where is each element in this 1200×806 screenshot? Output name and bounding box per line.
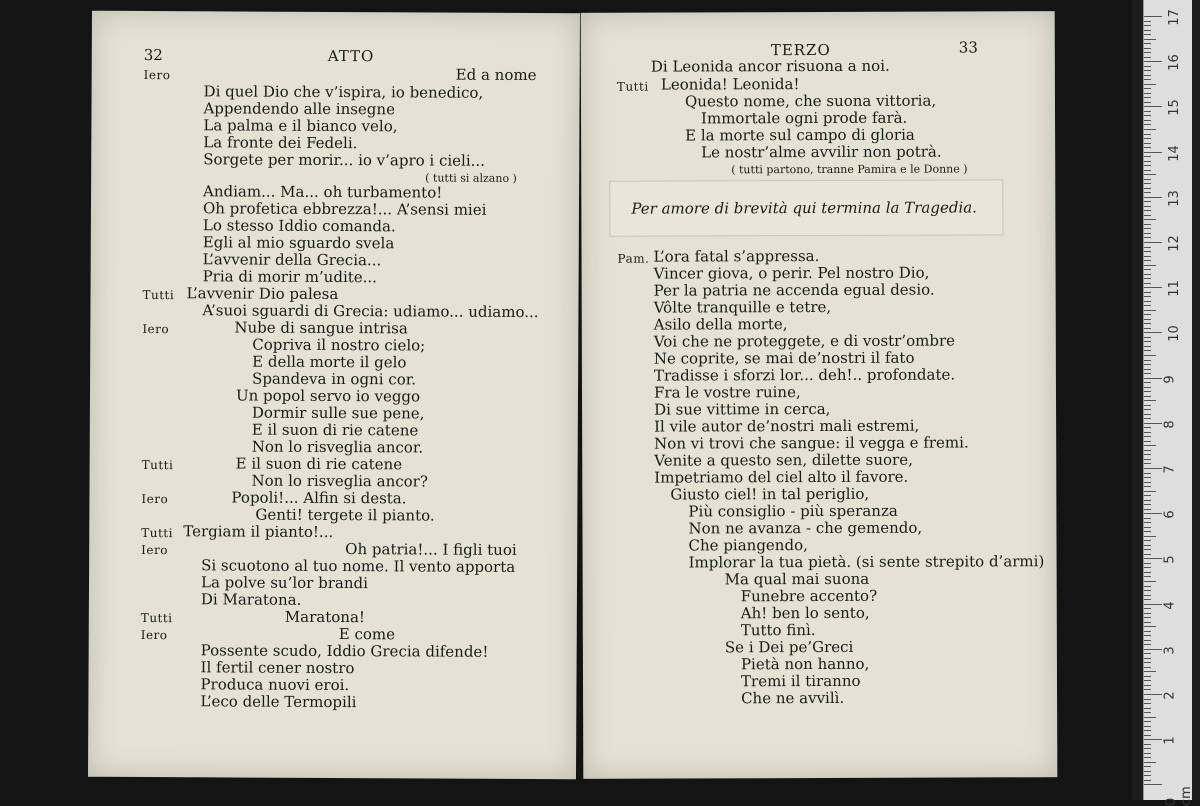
ruler-mm-tick — [1144, 427, 1151, 428]
ruler-cm-tick — [1144, 378, 1162, 379]
verse-line: Il fertil cener nostro — [200, 658, 355, 678]
ruler-mm-tick — [1144, 382, 1151, 383]
ruler-cm-tick — [1144, 468, 1162, 469]
ruler-mm-tick — [1144, 350, 1151, 351]
ruler-mm-tick — [1144, 161, 1151, 162]
verse-line: Funebre accento? — [740, 586, 878, 606]
ruler-label: 4 — [1162, 600, 1178, 610]
ruler-mm-tick — [1144, 296, 1151, 297]
ruler-mm-tick — [1144, 360, 1151, 361]
ruler-mm-tick — [1144, 459, 1151, 460]
ruler-label: 8 — [1162, 420, 1178, 429]
verse-line: L’avvenir della Grecia... — [202, 250, 382, 270]
verse-line: Tutto finì. — [740, 621, 816, 640]
ruler-mm-tick — [1144, 396, 1151, 397]
ruler-cm-tick — [1144, 423, 1162, 424]
ruler-mm-tick — [1144, 405, 1151, 406]
verse-line: Tergiam il pianto!... — [183, 522, 334, 541]
ruler-mm-tick — [1144, 418, 1151, 419]
ruler-mm-tick — [1144, 43, 1151, 44]
ruler-mm-tick — [1144, 473, 1151, 474]
verse-line: Asilo della morte, — [653, 315, 788, 334]
ruler-mm-tick — [1144, 269, 1151, 270]
ruler-mm-tick — [1144, 188, 1151, 189]
ruler-mm-tick — [1144, 364, 1151, 365]
ruler-mm-tick — [1144, 581, 1156, 582]
ruler-mm-tick — [1144, 450, 1151, 451]
speaker-label: Iero — [141, 491, 169, 507]
ruler-mm-tick — [1144, 251, 1151, 252]
verse-line: Impetriamo del ciel alto il favore. — [654, 467, 909, 487]
ruler-cm-tick — [1144, 242, 1162, 243]
verse-line: A’suoi sguardi di Grecia: udiamo... udiamo... — [202, 301, 539, 322]
ruler-mm-tick — [1144, 699, 1151, 700]
ruler-mm-tick — [1144, 744, 1151, 745]
verse-line: Copriva il nostro cielo; — [252, 335, 426, 355]
ruler-cm-tick — [1144, 739, 1162, 740]
verse-line: Ah! ben lo sento, — [740, 603, 870, 623]
ruler-mm-tick — [1144, 477, 1151, 478]
verse-line: Questo nome, che suona vittoria, — [684, 91, 937, 111]
ruler-mm-tick — [1144, 192, 1151, 193]
ruler-label: 14 — [1166, 144, 1182, 162]
ruler-mm-tick — [1144, 563, 1151, 564]
verse-line: E come — [338, 625, 396, 644]
ruler-label: 5 — [1162, 555, 1178, 565]
ruler-mm-tick — [1144, 314, 1151, 315]
verse-line: Giusto ciel! in tal periglio, — [670, 484, 870, 504]
verse-line: Se i Dei pe’Greci — [724, 637, 854, 657]
ruler-mm-tick — [1144, 165, 1151, 166]
running-header: TERZO — [770, 40, 831, 60]
verse-line: Pria di morir m’udite... — [202, 267, 378, 287]
ruler-mm-tick — [1144, 549, 1151, 550]
ruler-cm-tick — [1144, 287, 1162, 288]
page-number: 33 — [958, 38, 978, 57]
ruler-label: 12 — [1166, 235, 1182, 252]
ruler-mm-tick — [1144, 256, 1151, 257]
verse-line: Dormir sulle sue pene, — [251, 403, 425, 423]
speaker-label: Iero — [142, 321, 170, 337]
speaker-label: Tutti — [141, 457, 174, 473]
speaker-label: Iero — [140, 627, 168, 643]
ruler-mm-tick — [1144, 545, 1151, 546]
verse-line: Di sue vittime in cerca, — [654, 399, 831, 419]
ruler-mm-tick — [1144, 717, 1156, 718]
verse-line: La polve su’lor brandi — [200, 573, 368, 593]
verse-line: Egli al mio sguardo svela — [202, 233, 395, 253]
ruler-cm-tick — [1144, 16, 1162, 17]
verse-line: Popoli!... Alfin si desta. — [231, 488, 407, 508]
ruler-cm-tick — [1144, 649, 1162, 650]
ruler-mm-tick — [1144, 536, 1156, 537]
ruler-mm-tick — [1144, 671, 1156, 672]
verse-line: Ma qual mai suona — [724, 569, 870, 589]
ruler-mm-tick — [1144, 757, 1151, 758]
ruler-label: 6 — [1162, 510, 1178, 519]
stage-direction: ( tutti si alzano ) — [425, 171, 517, 185]
verse-line: Oh profetica ebbrezza!... A’sensi miei — [202, 199, 487, 219]
ruler-mm-tick — [1144, 52, 1151, 53]
verse-line: Leonida! Leonida! — [660, 75, 800, 94]
verse-line: Fra le vostre ruine, — [653, 383, 801, 402]
ruler-cm-tick — [1144, 106, 1162, 107]
ruler-mm-tick — [1144, 21, 1151, 22]
ruler-mm-tick — [1144, 486, 1151, 487]
ruler-label: 13 — [1166, 190, 1182, 207]
ruler-mm-tick — [1144, 34, 1151, 35]
ruler-mm-tick — [1144, 495, 1151, 496]
ruler-label: 9 — [1162, 374, 1178, 384]
ruler-mm-tick — [1144, 278, 1151, 279]
ruler-mm-tick — [1144, 70, 1151, 71]
ruler-mm-tick — [1144, 441, 1151, 442]
ruler-mm-tick — [1144, 170, 1151, 171]
measurement-ruler — [1143, 0, 1194, 806]
verse-line: Maratona! — [284, 607, 365, 627]
ruler-mm-tick — [1144, 319, 1151, 320]
ruler-mm-tick — [1144, 572, 1151, 573]
ruler-mm-tick — [1144, 328, 1151, 329]
verse-line: Il vile autor de’nostri mali estremi, — [654, 416, 920, 436]
ruler-mm-tick — [1144, 292, 1151, 293]
ruler-mm-tick — [1144, 608, 1151, 609]
ruler-mm-tick — [1144, 504, 1151, 505]
ruler-mm-tick — [1144, 482, 1151, 483]
ruler-mm-tick — [1144, 237, 1151, 238]
ruler-mm-tick — [1144, 391, 1151, 392]
verse-line: Ed a nome — [455, 65, 537, 85]
ruler-mm-tick — [1144, 576, 1151, 577]
ruler-cm-tick — [1144, 604, 1162, 605]
ruler-cm-tick — [1144, 784, 1162, 785]
speaker-label: Pam. — [617, 251, 650, 266]
verse-line: Nube di sangue intrisa — [234, 318, 408, 338]
verse-line: E la morte sul campo di gloria — [685, 125, 915, 145]
verse-line: Implorar la tua pietà. (si sente strepito d’armi) — [688, 552, 1045, 572]
verse-line: Che piangendo, — [688, 536, 808, 555]
ruler-mm-tick — [1144, 210, 1151, 211]
ruler-mm-tick — [1144, 726, 1151, 727]
ruler-label: 16 — [1166, 54, 1182, 71]
ruler-mm-tick — [1144, 554, 1151, 555]
verse-line: Di quel Dio che v’ispira, io benedico, — [203, 82, 484, 102]
verse-line: Un popol servo io veggo — [235, 386, 421, 406]
right-page — [581, 11, 1058, 779]
ruler-mm-tick — [1144, 39, 1156, 40]
verse-line: Non lo risveglia ancor. — [251, 437, 424, 457]
ruler-cm-tick — [1144, 558, 1162, 559]
ruler-mm-tick — [1144, 79, 1151, 80]
ruler-mm-tick — [1144, 147, 1151, 148]
ruler-mm-tick — [1144, 174, 1156, 175]
verse-line: Possente scudo, Iddio Grecia difende! — [200, 641, 489, 661]
ruler-cm-tick — [1144, 61, 1162, 62]
ruler-mm-tick — [1144, 111, 1151, 112]
verse-line: Non vi trovi che sangue: il vegga e fremi. — [654, 433, 969, 453]
verse-line: E il suon di rie catene — [251, 420, 419, 440]
speaker-label: Tutti — [616, 79, 649, 94]
ruler-mm-tick — [1144, 617, 1151, 618]
ruler-mm-tick — [1144, 626, 1156, 627]
ruler-mm-tick — [1144, 735, 1151, 736]
ruler-mm-tick — [1144, 341, 1151, 342]
verse-line: Venite a questo sen, dilette suore, — [654, 450, 913, 470]
ruler-mm-tick — [1144, 436, 1151, 437]
ruler-mm-tick — [1144, 522, 1151, 523]
verse-line: Che ne avvilì. — [741, 688, 845, 708]
ruler-mm-tick — [1144, 491, 1156, 492]
ruler-mm-tick — [1144, 93, 1151, 94]
verse-line: E il suon di rie catene — [235, 454, 403, 474]
ruler-mm-tick — [1144, 260, 1151, 261]
ruler-mm-tick — [1144, 640, 1151, 641]
ruler-mm-tick — [1144, 373, 1151, 374]
ruler-mm-tick — [1144, 595, 1151, 596]
ruler-cm-tick — [1144, 197, 1162, 198]
ruler-mm-tick — [1144, 179, 1151, 180]
ruler-mm-tick — [1144, 762, 1156, 763]
ruler-mm-tick — [1144, 129, 1156, 130]
ruler-mm-tick — [1144, 590, 1151, 591]
ruler-mm-tick — [1144, 500, 1151, 501]
ruler-mm-tick — [1144, 509, 1151, 510]
ruler-mm-tick — [1144, 97, 1151, 98]
speaker-label: Tutti — [140, 610, 173, 626]
ruler-mm-tick — [1144, 635, 1151, 636]
speaker-label: Tutti — [141, 525, 174, 541]
ruler-mm-tick — [1144, 387, 1151, 388]
verse-line: Non ne avanza - che gemendo, — [688, 518, 923, 538]
verse-line: Andiam... Ma... oh turbamento! — [203, 182, 443, 202]
ruler-mm-tick — [1144, 518, 1151, 519]
ruler-mm-tick — [1144, 265, 1156, 266]
ruler-cm-tick — [1144, 332, 1162, 333]
ruler-mm-tick — [1144, 301, 1151, 302]
verse-line: La palma e il bianco velo, — [203, 116, 398, 136]
ruler-mm-tick — [1144, 66, 1151, 67]
verse-line: Vôlte tranquille e tetre, — [653, 297, 832, 317]
ruler-mm-tick — [1144, 283, 1151, 284]
verse-line: Per la patria ne accenda egual desio. — [653, 280, 935, 300]
stage-direction: ( tutti partono, tranne Pamira e le Donne ) — [731, 162, 968, 177]
ruler-mm-tick — [1144, 680, 1151, 681]
ruler-mm-tick — [1144, 454, 1151, 455]
ruler-mm-tick — [1144, 215, 1151, 216]
running-header: ATTO — [327, 46, 375, 66]
ruler-label: 17 — [1166, 9, 1182, 26]
ruler-label: 2 — [1162, 691, 1178, 700]
verse-line: Produca nuovi eroi. — [200, 675, 350, 695]
ruler-mm-tick — [1144, 445, 1156, 446]
ruler-mm-tick — [1144, 748, 1151, 749]
ruler-label: 3 — [1162, 646, 1178, 655]
speaker-label: Tutti — [142, 287, 175, 303]
ruler-label: 15 — [1166, 99, 1182, 117]
ruler-cm-tick — [1144, 694, 1162, 695]
ruler-mm-tick — [1144, 138, 1151, 139]
ruler-label: 10 — [1166, 325, 1182, 343]
ruler-mm-tick — [1144, 409, 1151, 410]
abridgement-note: Per amore di brevità qui termina la Tragedia. — [631, 198, 977, 218]
ruler-mm-tick — [1144, 667, 1151, 668]
ruler-mm-tick — [1144, 721, 1151, 722]
verse-line: L’avvenir Dio palesa — [186, 284, 339, 304]
ruler-mm-tick — [1144, 25, 1151, 26]
verse-line: Più consiglio - più speranza — [688, 501, 898, 521]
ruler-mm-tick — [1144, 201, 1151, 202]
ruler-mm-tick — [1144, 400, 1156, 401]
ruler-mm-tick — [1144, 143, 1151, 144]
verse-line: Pietà non hanno, — [740, 654, 870, 674]
verse-line: Genti! tergete il pianto. — [255, 505, 435, 525]
ruler-cm-tick — [1144, 513, 1162, 514]
ruler-mm-tick — [1144, 224, 1151, 225]
ruler-mm-tick — [1144, 531, 1151, 532]
ruler-mm-tick — [1144, 676, 1151, 677]
ruler-mm-tick — [1144, 310, 1156, 311]
ruler-mm-tick — [1144, 414, 1151, 415]
verse-line: Tremi il tiranno — [740, 671, 861, 691]
ruler-mm-tick — [1144, 703, 1151, 704]
ruler-mm-tick — [1144, 708, 1151, 709]
ruler-mm-tick — [1144, 463, 1151, 464]
ruler-mm-tick — [1144, 775, 1151, 776]
ruler-mm-tick — [1144, 57, 1151, 58]
ruler-mm-tick — [1144, 134, 1151, 135]
speaker-label: Iero — [141, 542, 169, 558]
verse-line: E della morte il gelo — [252, 352, 407, 372]
ruler-mm-tick — [1144, 527, 1151, 528]
ruler-mm-tick — [1144, 712, 1151, 713]
verse-line: Ne coprite, se mai de’nostri il fato — [653, 348, 915, 368]
ruler-mm-tick — [1144, 622, 1151, 623]
ruler-mm-tick — [1144, 84, 1156, 85]
verse-line: Oh patria!... I figli tuoi — [345, 540, 517, 559]
ruler-mm-tick — [1144, 323, 1151, 324]
page-number: 32 — [143, 45, 163, 65]
ruler-label: 11 — [1166, 280, 1182, 297]
ruler-mm-tick — [1144, 567, 1151, 568]
ruler-mm-tick — [1144, 183, 1151, 184]
ruler-mm-tick — [1144, 771, 1151, 772]
ruler-mm-tick — [1144, 156, 1151, 157]
ruler-mm-tick — [1144, 247, 1151, 248]
left-page — [88, 11, 580, 780]
verse-line: Voi che ne proteggete, e di vostr’ombre — [653, 331, 956, 351]
ruler-mm-tick — [1144, 219, 1156, 220]
speaker-label: Iero — [143, 67, 171, 83]
ruler-mm-tick — [1144, 644, 1151, 645]
verse-line: Appendendo alle insegne — [203, 99, 396, 119]
verse-line: Le nostr’alme avvilir non potrà. — [701, 142, 942, 162]
ruler-mm-tick — [1144, 346, 1151, 347]
verse-line: Vincer giova, o perir. Pel nostro Dio, — [653, 263, 930, 283]
ruler-mm-tick — [1144, 75, 1151, 76]
ruler-mm-tick — [1144, 228, 1151, 229]
verse-line: Di Leonida ancor risuona a noi. — [650, 56, 890, 76]
verse-line: L’eco delle Termopili — [200, 692, 357, 712]
ruler-cm-tick — [1144, 152, 1162, 153]
ruler-mm-tick — [1144, 780, 1151, 781]
verse-line: L’ora fatal s’appressa. — [653, 246, 820, 266]
ruler-mm-tick — [1144, 120, 1151, 121]
verse-line: Si scuotono al tuo nome. Il vento apporta — [201, 556, 516, 576]
ruler-mm-tick — [1144, 586, 1151, 587]
verse-line: Non lo risveglia ancor? — [251, 471, 428, 491]
verse-line: Sorgete per morir... io v’apro i cieli... — [203, 150, 486, 170]
ruler-label: 0 cm — [1164, 786, 1194, 806]
ruler-mm-tick — [1144, 102, 1151, 103]
verse-line: La fronte dei Fedeli. — [203, 133, 358, 153]
ruler-mm-tick — [1144, 540, 1151, 541]
ruler-mm-tick — [1144, 753, 1151, 754]
ruler-mm-tick — [1144, 355, 1156, 356]
ruler-mm-tick — [1144, 337, 1151, 338]
verse-line: Di Maratona. — [200, 590, 302, 609]
ruler-mm-tick — [1144, 274, 1151, 275]
ruler-mm-tick — [1144, 653, 1151, 654]
ruler-mm-tick — [1144, 730, 1151, 731]
ruler-mm-tick — [1144, 599, 1151, 600]
ruler-mm-tick — [1144, 369, 1151, 370]
ruler-mm-tick — [1144, 48, 1151, 49]
ruler-mm-tick — [1144, 30, 1151, 31]
ruler-mm-tick — [1144, 124, 1151, 125]
ruler-mm-tick — [1144, 662, 1151, 663]
ruler-mm-tick — [1144, 305, 1151, 306]
verse-line: Tradisse i sforzi lor... deh!.. profondate. — [653, 365, 956, 385]
ruler-label: 1 — [1162, 736, 1178, 745]
verse-line: Spandeva in ogni cor. — [252, 369, 417, 389]
ruler-mm-tick — [1144, 689, 1151, 690]
ruler-mm-tick — [1144, 613, 1151, 614]
ruler-mm-tick — [1144, 432, 1151, 433]
ruler-mm-tick — [1144, 766, 1151, 767]
ruler-mm-tick — [1144, 685, 1151, 686]
ruler-mm-tick — [1144, 631, 1151, 632]
verse-line: Lo stesso Iddio comanda. — [202, 216, 396, 236]
ruler-mm-tick — [1144, 206, 1151, 207]
ruler-mm-tick — [1144, 658, 1151, 659]
ruler-label: 7 — [1162, 465, 1178, 474]
ruler-mm-tick — [1144, 115, 1151, 116]
verse-line: Immortale ogni prode farà. — [701, 108, 908, 128]
ruler-mm-tick — [1144, 88, 1151, 89]
ruler-mm-tick — [1144, 233, 1151, 234]
